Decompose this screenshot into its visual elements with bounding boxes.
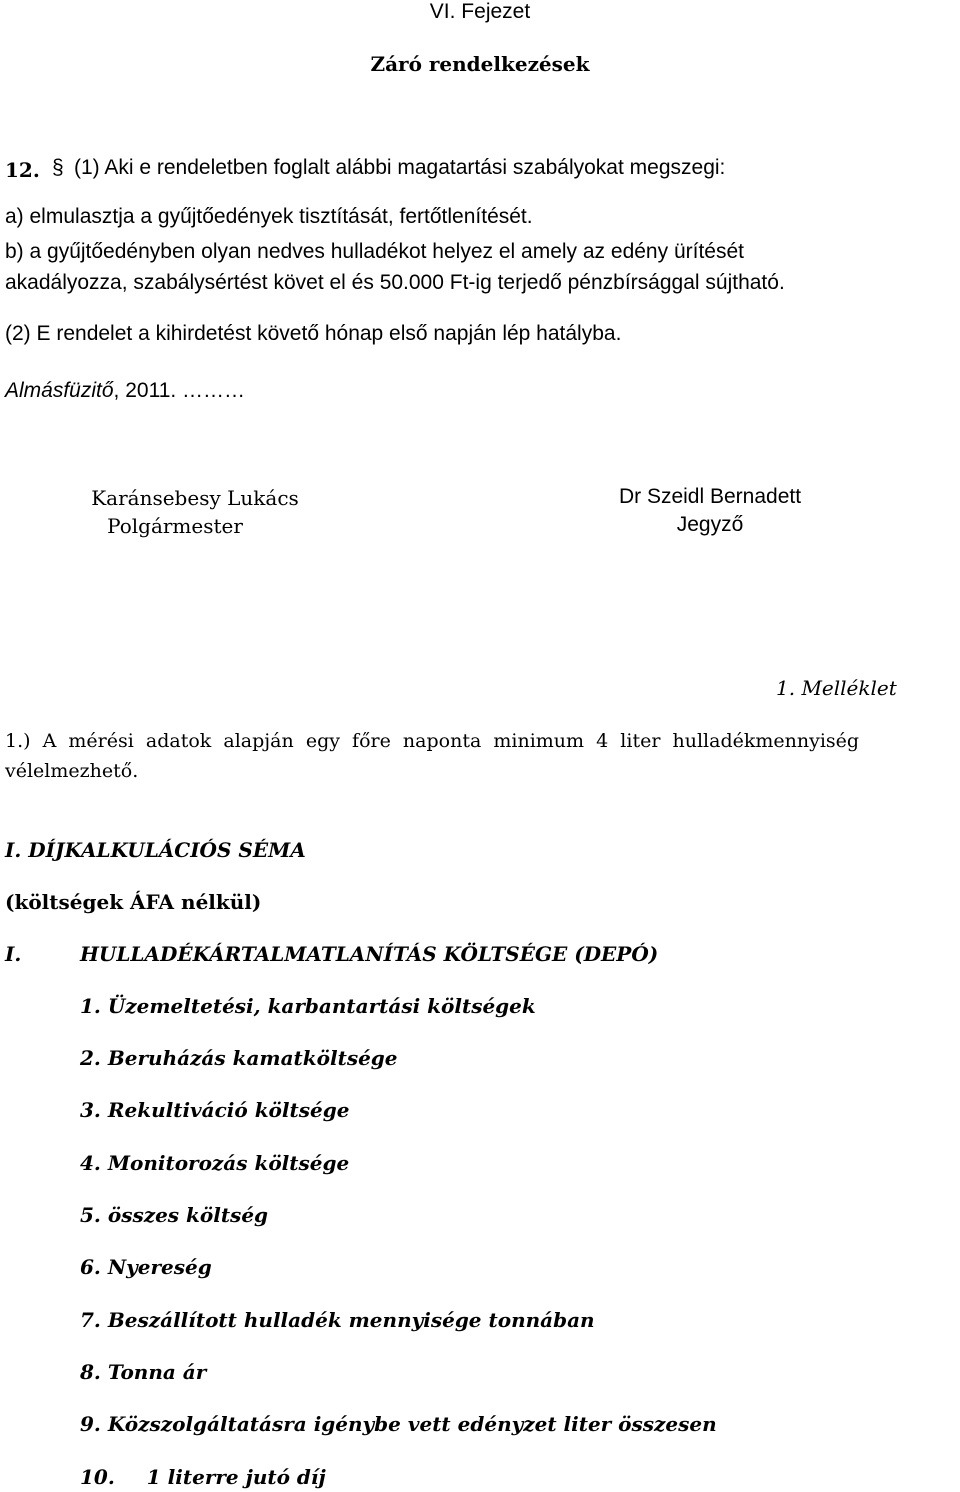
place: Almásfüzitő [5, 379, 114, 402]
cost-section-number: I. [5, 942, 22, 966]
list-item: 7. Beszállított hulladék mennyisége tonnában [80, 1308, 595, 1332]
annex-note-line-1: 1.) A mérési adatok alapján egy főre naponta minimum 4 liter hulladékmennyiség [5, 730, 860, 752]
chapter-title: Záró rendelkezések [370, 52, 590, 76]
signature-right-role: Jegyző [676, 513, 744, 536]
list-item: 10. 1 literre jutó díj [80, 1465, 326, 1489]
list-item: 4. Monitorozás költsége [80, 1151, 350, 1175]
annex-note-line-2: vélelmezhető. [5, 760, 139, 782]
list-item: 1. Üzemeltetési, karbantartási költségek [80, 994, 536, 1018]
section-number: 12. [5, 158, 40, 182]
cost-section-title: HULLADÉKÁRTALMATLANÍTÁS KÖLTSÉGE (DEPÓ) [80, 942, 659, 966]
schema-subtitle: (költségek ÁFA nélkül) [5, 890, 262, 914]
date: , 2011. ……… [113, 379, 246, 402]
list-item: 5. összes költség [80, 1203, 269, 1227]
list-item: 9. Közszolgáltatásra igénybe vett edényzet liter összesen [80, 1412, 717, 1436]
place-date [5, 379, 245, 403]
paragraph-2: (2) E rendelet a kihirdetést követő hónap első napján lép hatályba. [5, 322, 622, 345]
signature-right-name: Dr Szeidl Bernadett [618, 485, 802, 508]
schema-title: I. DÍJKALKULÁCIÓS SÉMA [5, 838, 306, 862]
list-item: 6. Nyereség [80, 1255, 212, 1279]
list-item: 3. Rekultiváció költsége [80, 1098, 350, 1122]
chapter-heading: VI. Fejezet [429, 0, 531, 23]
signature-left-name: Karánsebesy Lukács [91, 486, 299, 510]
item-b-line-2: akadályozza, szabálysértést követ el és 50.000 Ft-ig terjedő pénzbírsággal sújtható. [5, 271, 785, 294]
section-sign: § [52, 156, 64, 179]
signature-left-role: Polgármester [107, 514, 243, 538]
list-item: 8. Tonna ár [80, 1360, 207, 1384]
paragraph-1: (1) Aki e rendeletben foglalt alábbi magatartási szabályokat megszegi: [74, 156, 726, 179]
item-b-line-1: b) a gyűjtőedényben olyan nedves hulladékot helyez el amely az edény ürítését [5, 240, 744, 263]
item-a: a) elmulasztja a gyűjtőedények tisztítását, fertőtlenítését. [5, 205, 533, 228]
annex-label: 1. Melléklet [776, 676, 897, 700]
list-item: 2. Beruházás kamatköltsége [80, 1046, 398, 1070]
